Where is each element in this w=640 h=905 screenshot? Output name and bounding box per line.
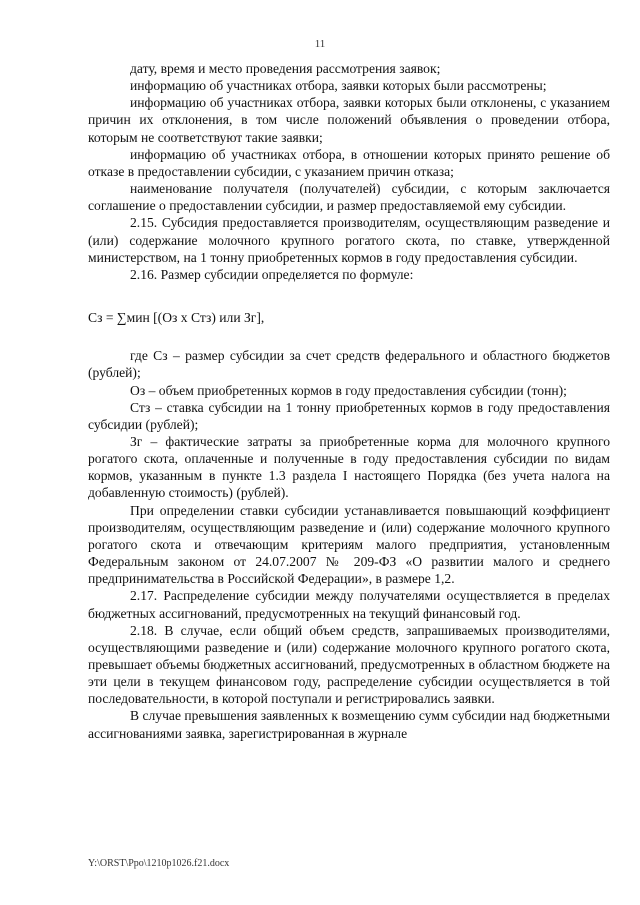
paragraph: информацию об участниках отбора, заявки которых были отклонены, с указанием причин их отклонения, в том числе положений объявления о проведении отбора, которым не соответствуют такие заявки; — [88, 95, 610, 145]
paragraph: дату, время и место проведения рассмотрения заявок; — [130, 61, 441, 76]
definition-paragraph: Зг – фактические затраты за приобретенные корма для молочного крупного рогатого скота, оплаченные и полученные в году предоставления субсидии по видам кормов, указанным в пункте 1.3 раздела I настоящего Порядка (без учета налога на добавленную стоимость) (рублей). — [88, 433, 610, 501]
definition-paragraph: Стз – ставка субсидии на 1 тонну приобретенных кормов в году предоставления субсидии (рублей); — [88, 399, 610, 432]
paragraph: 2.15. Субсидия предоставляется производителям, осуществляющим разведение и (или) содержание молочного крупного рогатого скота, по ставке, утвержденной министерством, на 1 тонну приобретенных кормов в году предоставления субсидии. — [88, 215, 610, 265]
paragraph: информацию об участниках отбора, в отношении которых принято решение об отказе в предоставлении субсидии, с указанием причин отказа; — [88, 146, 610, 179]
paragraph: 2.16. Размер субсидии определяется по формуле: — [130, 266, 414, 282]
definition-paragraph: где Сз – размер субсидии за счет средств федерального и областного бюджетов (рублей); — [88, 348, 610, 381]
file-path-footer: Y:\ORST\Ppo\1210p1026.f21.docx — [88, 858, 230, 869]
paragraph: наименование получателя (получателей) субсидии, с которым заключается соглашение о предоставлении субсидии, и размер предоставляемой ему субсидии. — [88, 181, 610, 214]
definition-paragraph: Оз – объем приобретенных кормов в году предоставления субсидии (тонн); — [130, 382, 567, 398]
paragraph: информацию об участниках отбора, заявки которых были рассмотрены; — [130, 78, 547, 94]
subsidy-formula: Сз = ∑мин [(Оз х Стз) или Зг], — [88, 310, 265, 326]
paragraph: 2.18. В случае, если общий объем средств, запрашиваемых производителями, осуществляющими разведение и (или) содержание молочного крупного рогатого скота, превышает объемы бюджетных ассигнований, предусмотренных в областном бюджете на эти цели в текущем финансовом году, распределение субсидии осуществляется в той последовательности, в которой поступали и регистрировались заявки. — [88, 622, 610, 707]
paragraph: В случае превышения заявленных к возмещению сумм субсидии над бюджетными ассигнованиями заявка, зарегистрированная в журнале — [88, 708, 610, 741]
page-number: 11 — [314, 38, 326, 50]
paragraph: При определении ставки субсидии устанавливается повышающий коэффициент производителям, осуществляющим разведение и (или) содержание молочного крупного рогатого скота и отвечающим критериям малого предприятия, установленным Федеральным законом от 24.07.2007 № 209-ФЗ «О развитии малого и среднего предпринимательства в Российской Федерации», в размере 1,2. — [88, 502, 610, 587]
document-body — [88, 60, 610, 742]
paragraph: 2.17. Распределение субсидии между получателями осуществляется в пределах бюджетных ассигнований, предусмотренных на текущий финансовый год. — [88, 588, 610, 621]
